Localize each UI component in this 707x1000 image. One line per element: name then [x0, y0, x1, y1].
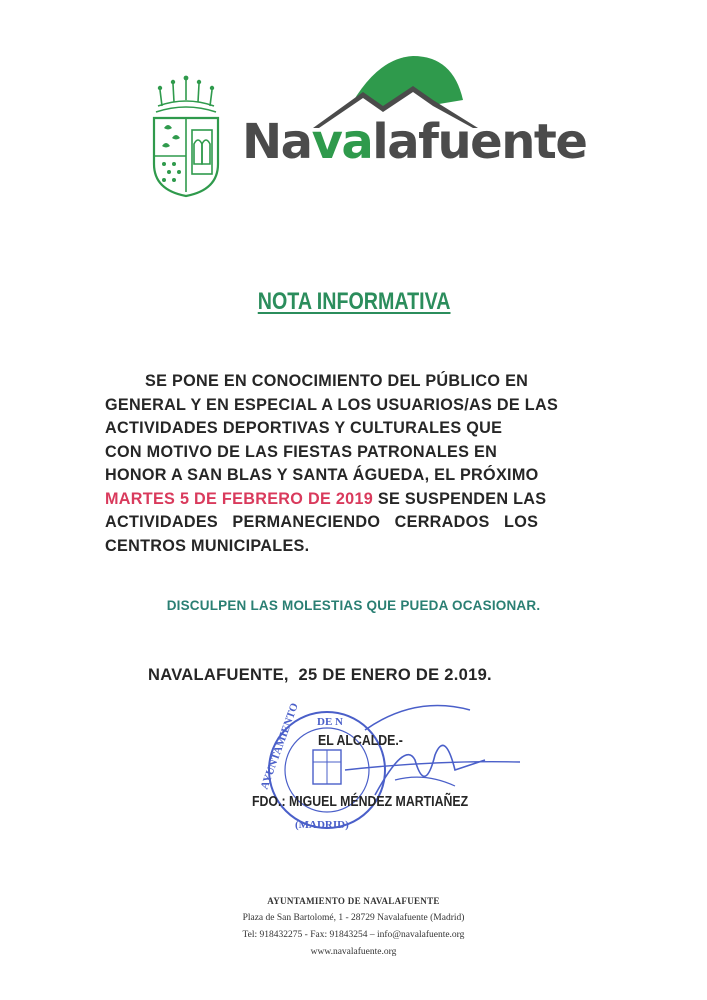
- body-line-3: ACTIVIDADES DEPORTIVAS Y CULTURALES QUE: [105, 419, 503, 437]
- body-line-6-rest: SE SUSPENDEN LAS: [377, 489, 547, 508]
- svg-text:DE N: DE N: [317, 716, 343, 728]
- notice-body: [105, 370, 612, 558]
- brand-wordmark: [242, 114, 587, 170]
- brand-prefix: Na: [242, 114, 312, 170]
- body-line-2: GENERAL Y EN ESPECIAL A LOS USUARIOS/AS DE LAS: [105, 395, 559, 414]
- footer-web: www.navalafuente.org: [310, 947, 397, 957]
- page-title: NOTA INFORMATIVA: [257, 288, 451, 315]
- date-highlight: MARTES 5 DE FEBRERO DE 2019: [105, 489, 374, 508]
- signer-role: EL ALCALDE.-: [318, 733, 403, 749]
- body-line-1: SE PONE EN CONOCIMIENTO DEL PÚBLICO EN: [145, 372, 529, 390]
- footer: [0, 893, 707, 961]
- footer-address: Plaza de San Bartolomé, 1 - 28729 Navalafuente (Madrid): [242, 913, 465, 923]
- svg-text:AYUNTAMIENTO: AYUNTAMIENTO: [258, 701, 301, 792]
- signer-name: FDO.: MIGUEL MÉNDEZ MARTIAÑEZ: [252, 794, 469, 810]
- body-line-7: ACTIVIDADES PERMANECIENDO CERRADOS LOS: [105, 513, 539, 531]
- body-line-5: HONOR A SAN BLAS Y SANTA ÁGUEDA, EL PRÓXIMO: [105, 466, 539, 484]
- date-line: NAVALAFUENTE, 25 DE ENERO DE 2.019.: [148, 666, 492, 684]
- brand-accent: va: [311, 114, 373, 170]
- brand-suffix: lafuente: [372, 114, 587, 170]
- coat-of-arms-logo: [150, 72, 222, 200]
- footer-contact: Tel: 918432275 - Fax: 91843254 – info@navalafuente.org: [242, 930, 465, 940]
- body-line-4: CON MOTIVO DE LAS FIESTAS PATRONALES EN: [105, 442, 498, 461]
- apology-note: DISCULPEN LAS MOLESTIAS QUE PUEDA OCASIONAR.: [166, 598, 541, 613]
- body-line-6: [105, 488, 612, 512]
- svg-text:(MADRID): (MADRID): [295, 819, 349, 831]
- body-line-8: CENTROS MUNICIPALES.: [105, 536, 310, 555]
- official-stamp-signature: [255, 700, 525, 840]
- footer-org: AYUNTAMIENTO DE NAVALAFUENTE: [267, 896, 440, 906]
